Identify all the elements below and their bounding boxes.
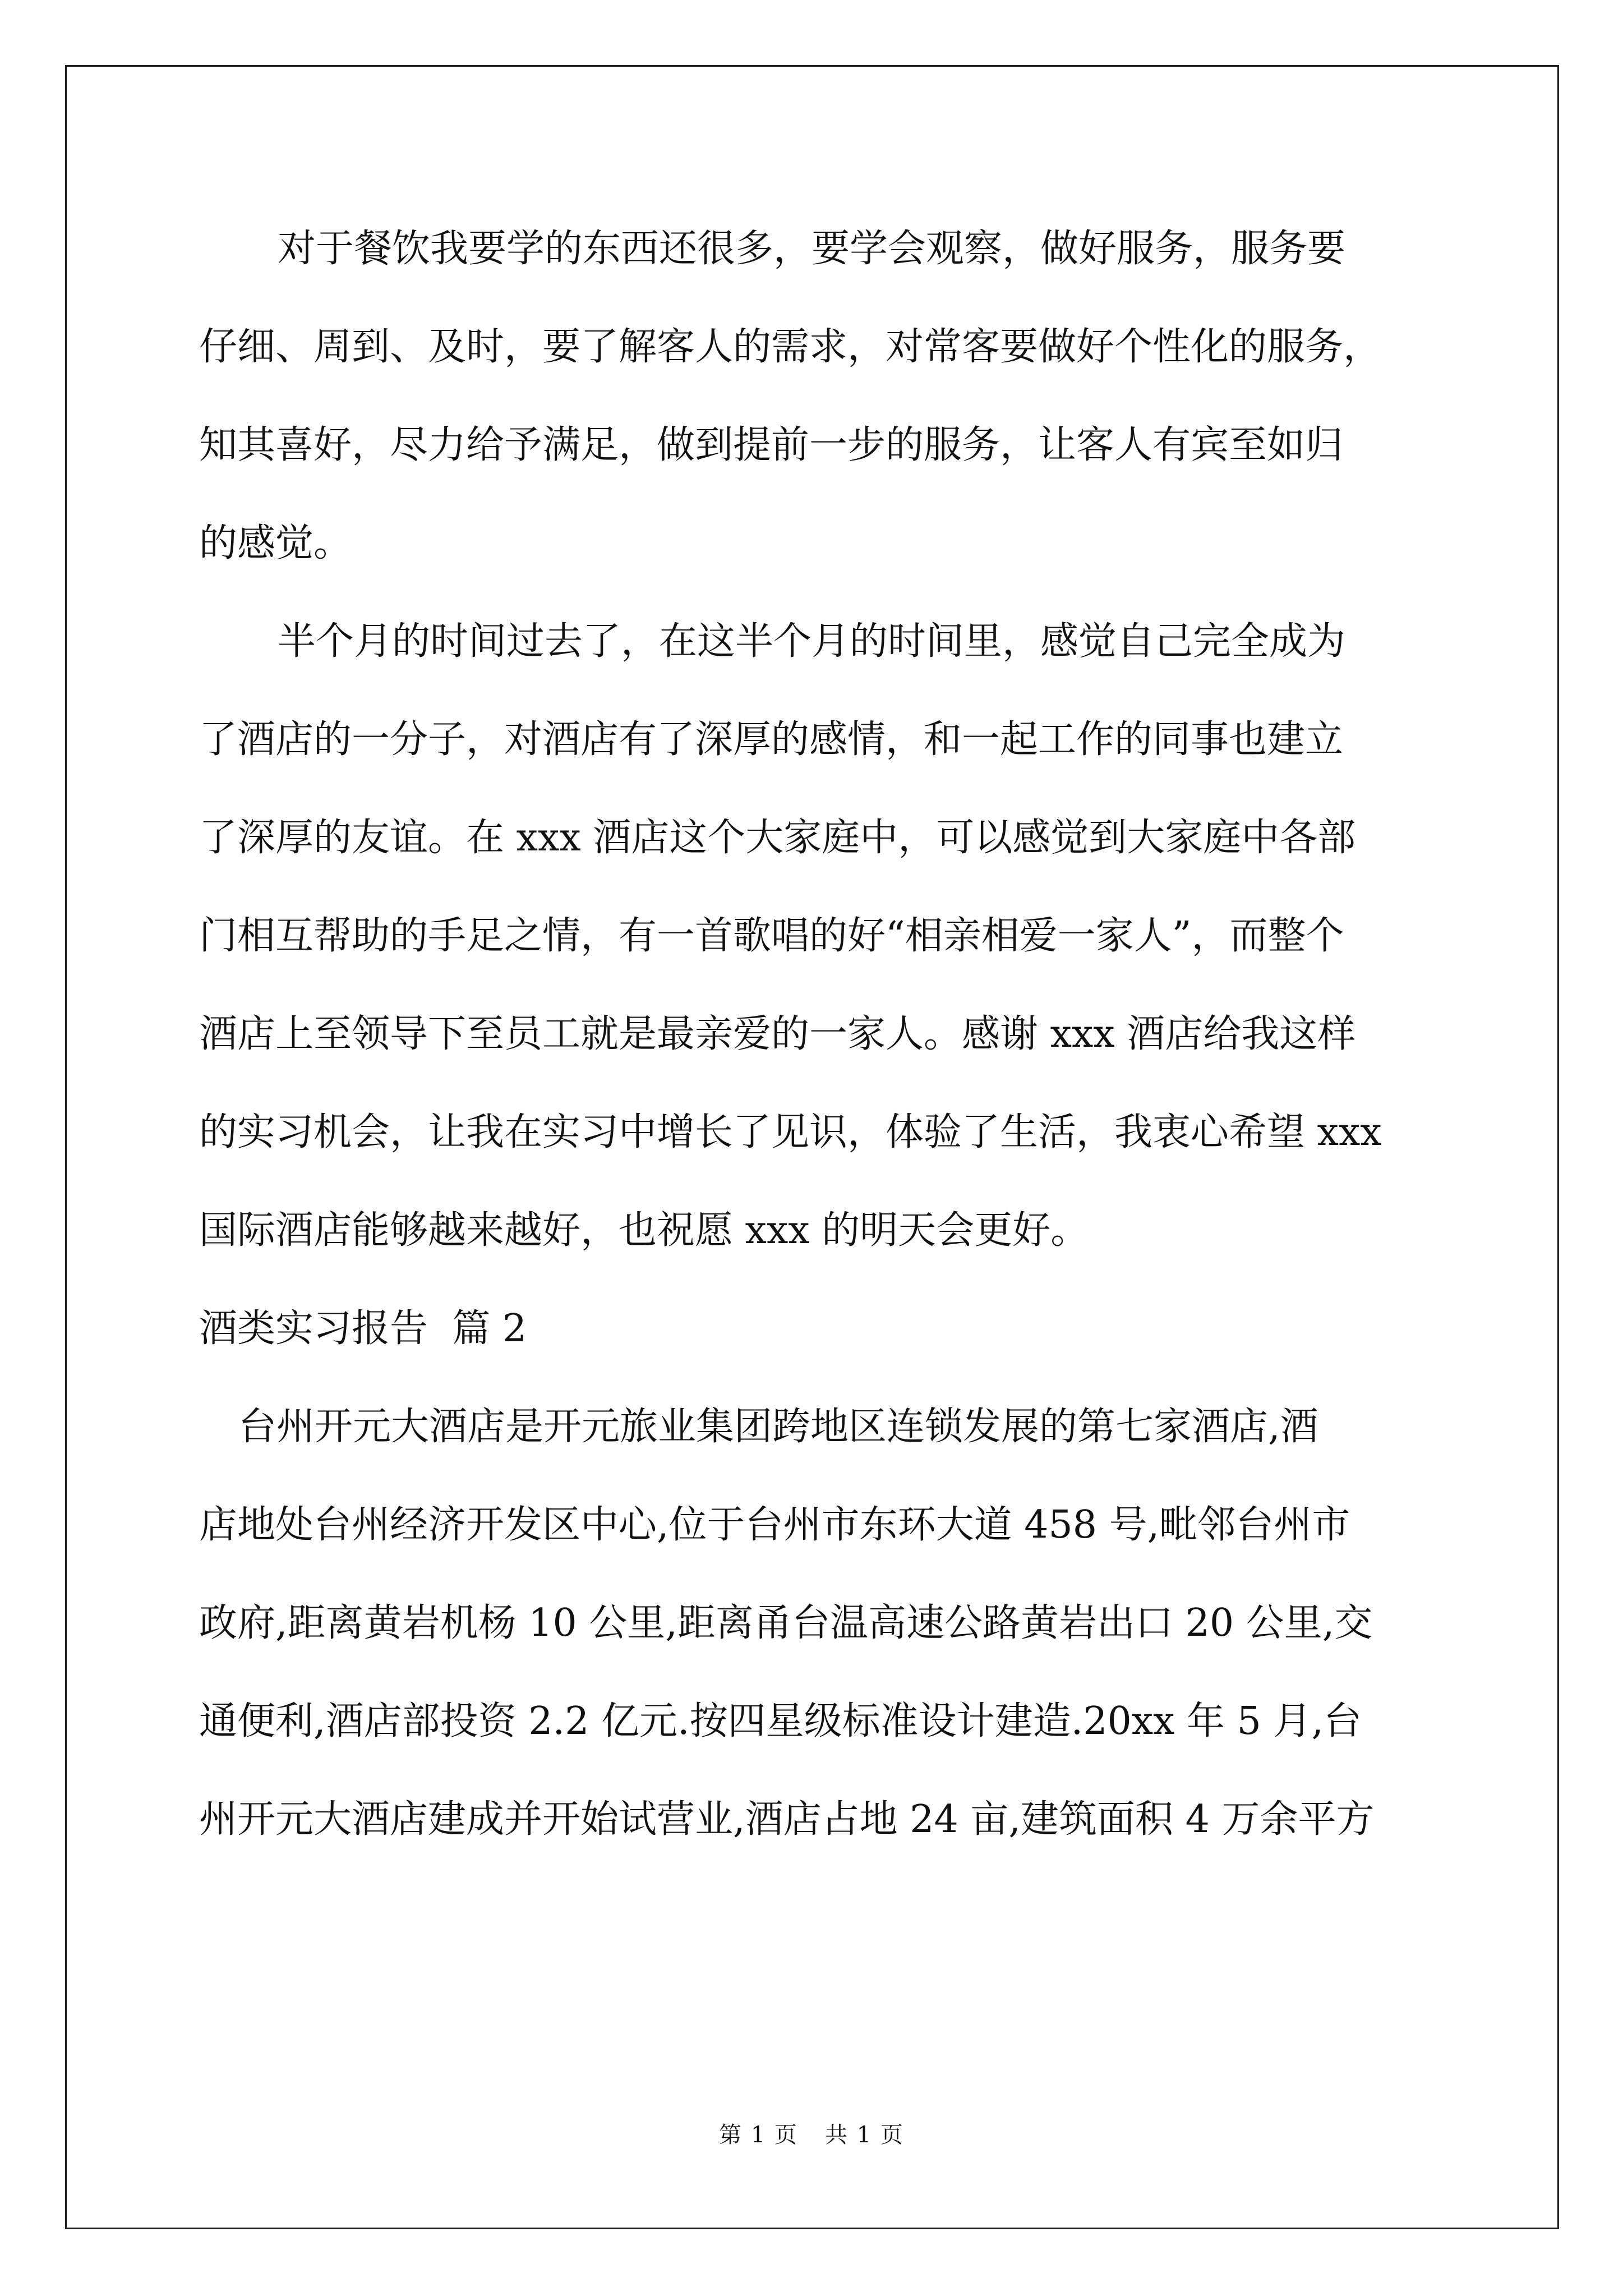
paragraph-line: 台州开元大酒店是开元旅业集团跨地区连锁发展的第七家酒店,酒 [238,1405,1318,1449]
paragraph-line: 政府,距离黄岩机杨 10 公里,距离甬台温高速公路黄岩出口 20 公里,交 [199,1601,1373,1645]
paragraph-line: 通便利,酒店部投资 2.2 亿元.按四星级标准设计建造.20xx 年 5 月,台 [199,1699,1362,1743]
paragraph-line: 州开元大酒店建成并开始试营业,酒店占地 24 亩,建筑面积 4 万余平方 [199,1797,1375,1842]
paragraph-line: 了酒店的一分子，对酒店有了深厚的感情，和一起工作的同事也建立 [199,717,1344,762]
page-footer [0,2124,1623,2146]
paragraph-line: 的实习机会，让我在实习中增长了见识，体验了生活，我衷心希望 xxx [199,1110,1382,1154]
paragraph-line: 半个月的时间过去了，在这半个月的时间里，感觉自己完全成为 [278,619,1346,664]
paragraph-line: 店地处台州经济开发区中心,位于台州市东环大道 458 号,毗邻台州市 [199,1503,1350,1547]
paragraph-line: 仔细、周到、及时，要了解客人的需求，对常客要做好个性化的服务， [199,325,1382,369]
paragraph-line: 国际酒店能够越来越好，也祝愿 xxx 的明天会更好。 [199,1208,1089,1253]
paragraph-line: 门相互帮助的手足之情，有一首歌唱的好“相亲相爱一家人”，而整个 [199,914,1344,958]
section-heading: 酒类实习报告 篇 2 [199,1306,527,1351]
page-number: 第 1 页 [719,2122,798,2148]
paragraph-line: 的感觉。 [199,521,352,565]
paragraph-line: 酒店上至领导下至员工就是最亲爱的一家人。感谢 xxx 酒店给我这样 [199,1012,1356,1056]
paragraph-line: 了深厚的友谊。在 xxx 酒店这个大家庭中，可以感觉到大家庭中各部 [199,816,1356,860]
paragraph-line: 对于餐饮我要学的东西还很多，要学会观察，做好服务，服务要 [278,227,1346,271]
paragraph-line: 知其喜好，尽力给予满足，做到提前一步的服务，让客人有宾至如归 [199,423,1344,467]
page-total: 共 1 页 [825,2122,904,2148]
